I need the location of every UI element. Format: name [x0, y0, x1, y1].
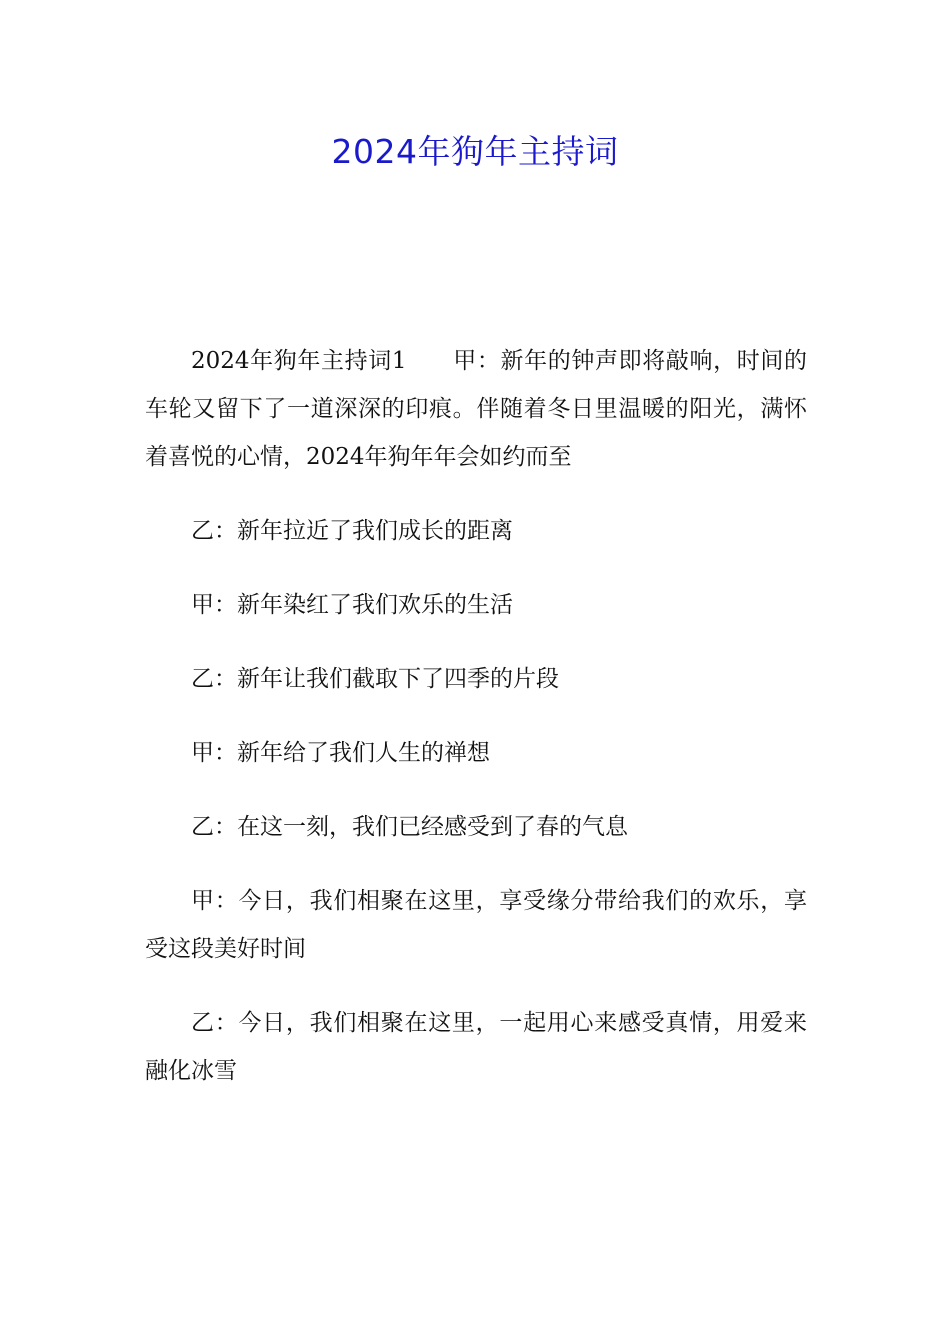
- document-title: 2024年狗年主持词: [331, 132, 619, 171]
- paragraph-8: 乙：今日，我们相聚在这里，一起用心来感受真情，用爱来融化冰雪: [145, 1010, 807, 1084]
- paragraph-1: [145, 337, 807, 481]
- paragraph-text: 甲：新年的钟声即将敲响，时间的车轮又留下了一道深深的印痕。伴随着冬日里温暖的阳光，满怀着喜悦的心情，2024年狗年年会如约而至: [145, 348, 808, 470]
- document-body: [145, 337, 807, 1095]
- paragraph-heading: 2024年狗年主持词1: [191, 348, 407, 374]
- paragraph-6: 乙：在这一刻，我们已经感受到了春的气息: [191, 814, 628, 840]
- paragraph-4: 乙：新年让我们截取下了四季的片段: [191, 666, 559, 692]
- paragraph-5: 甲：新年给了我们人生的禅想: [191, 740, 490, 766]
- paragraph-3: 甲：新年染红了我们欢乐的生活: [191, 592, 513, 618]
- paragraph-7: 甲：今日，我们相聚在这里，享受缘分带给我们的欢乐，享受这段美好时间: [145, 888, 807, 962]
- paragraph-2: 乙：新年拉近了我们成长的距离: [191, 518, 513, 544]
